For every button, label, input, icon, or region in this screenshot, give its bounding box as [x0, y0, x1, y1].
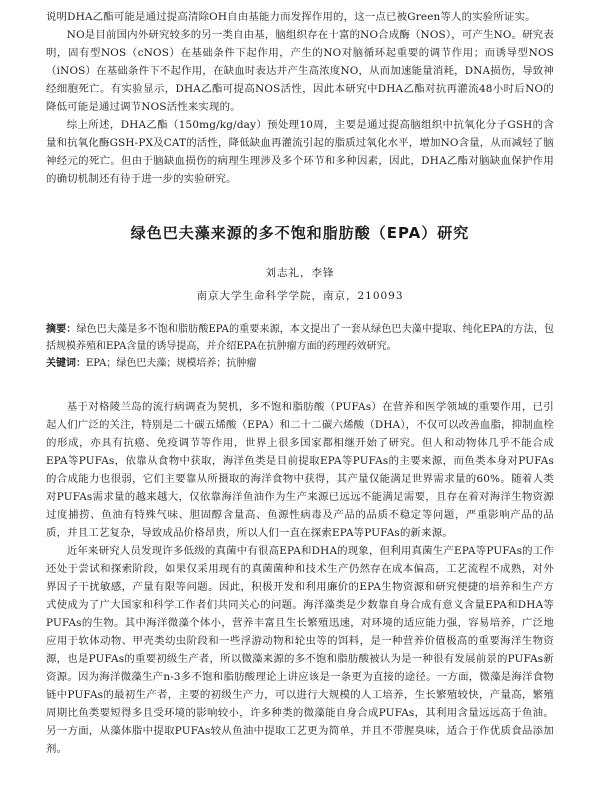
abstract-label: 摘要：	[46, 324, 77, 335]
paragraph: NO是目前国内外研究较多的另一类自由基，脑组织存在十富的NO合成酶（NOS），可产生NO。研究表明，固有型NOS（cNOS）在基础条件下起作用，产生的NO对脑循环起重要的调节作用；而诱导型NOS（iNOS）在基础条件下不起作用，在缺血时表达并产生高浓度NO，从而加速能量消耗，DNA损伤，导致神经细胞死亡。有实验显示，DHA乙酯可提高NOS活性，因此本研究中DHA乙酯对抗再灌流48小时后NO的降低可能是通过调节NOS活性来实现的。	[46, 29, 554, 113]
abstract-text: 绿色巴夫藻是多不饱和脂肪酸EPA的重要来源，本文提出了一套从绿色巴夫藻中提取、纯化EPA的方法，包括规模养殖和EPA含量的诱导提高，并介绍EPA在抗肿瘤方面的药理药效研究。	[46, 324, 554, 352]
abstract	[46, 321, 554, 355]
paper-authors: 刘志礼，李锋	[265, 267, 335, 279]
keywords-text: EPA；绿色巴夫藻；规模培养；抗肿瘤	[86, 358, 257, 369]
paragraph: 基于对格陵兰岛的流行病调查为契机，多不饱和脂肪酸（PUFAs）在营养和医学领域的重要作用，已引起人们广泛的关注，特别是二十碳五烯酸（EPA）和二十二碳六烯酸（DHA），不仅可以改善血脂，抑制血栓的形成，亦具有抗癌、免疫调节等作用，世界上很多国家都相继开始了研究。但人和动物体几乎不能合成EPA等PUFAs，依靠从食物中获取，海洋鱼类是目前提取EPA等PUFAs的主要来源，而鱼类本身对PUFAs的合成能力也很弱，它们主要靠从所摄取的海洋食物中获得，其产量仅能满足世界需求量的60%。随着人类对PUFAs需求量的越来越大，仅依靠海洋鱼油作为生产来源已远远不能满足需要，且存在着对海洋生物资源过度捕捞、鱼油有特殊气味、胆固醇含量高、鱼源性病毒及产品的品质不稳定等问题，严重影响产品的品质，并且工艺复杂，导致成品价格昂贵，所以人们一直在探索EPA等PUFAs的新来源。	[46, 401, 555, 539]
spacer	[46, 372, 554, 398]
paper-title: 绿色巴夫藻来源的多不饱和脂肪酸（EPA）研究	[130, 224, 470, 242]
keywords	[46, 355, 554, 372]
paper-body	[46, 398, 554, 758]
paragraph: 说明DHA乙酯可能是通过提高清除OH自由基能力而发挥作用的，这一点已被Green等人的实验所证实。	[46, 11, 536, 23]
paragraph: 近年来研究人员发现许多低级的真菌中有很高EPA和DHA的现象，但利用真菌生产EPA等PUFAs的工作还处于尝试和探索阶段，如果仅采用现有的真菌菌种和技术生产仍然存在成本偏高，工艺流程不成熟，对外界因子干扰敏感，产量有限等问题。因此，积极开发和利用廉价的EPA生物资源和研究便捷的培养和生产方式使成为了广大国家和科学工作者们共同关心的问题。海洋藻类是少数靠自身合成有意义含量EPA和DHA等PUFAs的生物。其中海洋微藻个体小，营养丰富且生长繁殖迅速，对环境的适应能力强，容易培养，广泛地应用于软体动物、甲壳类幼虫阶段和一些浮游动物和轮虫等的饵料，是一种营养价值极高的重要海洋生物资源，也是PUFAs的重要初级生产者，所以微藻来源的多不饱和脂肪酸被认为是一种很有发展前景的PUFAs新资源。因为海洋微藻生产n-3多不饱和脂肪酸理论上讲应该是一条更为直接的途径。一方面，微藻是海洋食物链中PUFAs的最初生产者，主要的初级生产力，可以进行大规模的人工培养，生长繁殖较快，产量高，繁殖周期比鱼类要短得多且受环境的影响较小，许多种类的微藻能自身合成PUFAs，其利用含量远远高于鱼油。另一方面，从藻体脂中提取PUFAs较从鱼油中提取工艺更为简单，并且不带腥臭味，适合于作优质食品添加剂。	[46, 545, 554, 755]
keywords-label: 关键词：	[46, 358, 86, 369]
paper-affiliation: 南京大学生命科学学院，南京，210093	[196, 290, 404, 302]
paper-header	[46, 222, 554, 303]
paragraph: 综上所述，DHA乙酯（150mg/kg/day）预处理10周，主要是通过提高脑组织中抗氧化分子GSH的含量和抗氧化酶GSH-PX及CAT的活性，降低缺血再灌流引起的脂质过氧化水平，增加NO含量，从而减轻了脑神经元的死亡。但由于脑缺血损伤的病理生理涉及多个环节和多种因素，因此，DHA乙酯对脑缺血保护作用的确切机制还有待于进一步的实验研究。	[46, 119, 554, 185]
previous-paper-conclusion	[46, 8, 554, 188]
